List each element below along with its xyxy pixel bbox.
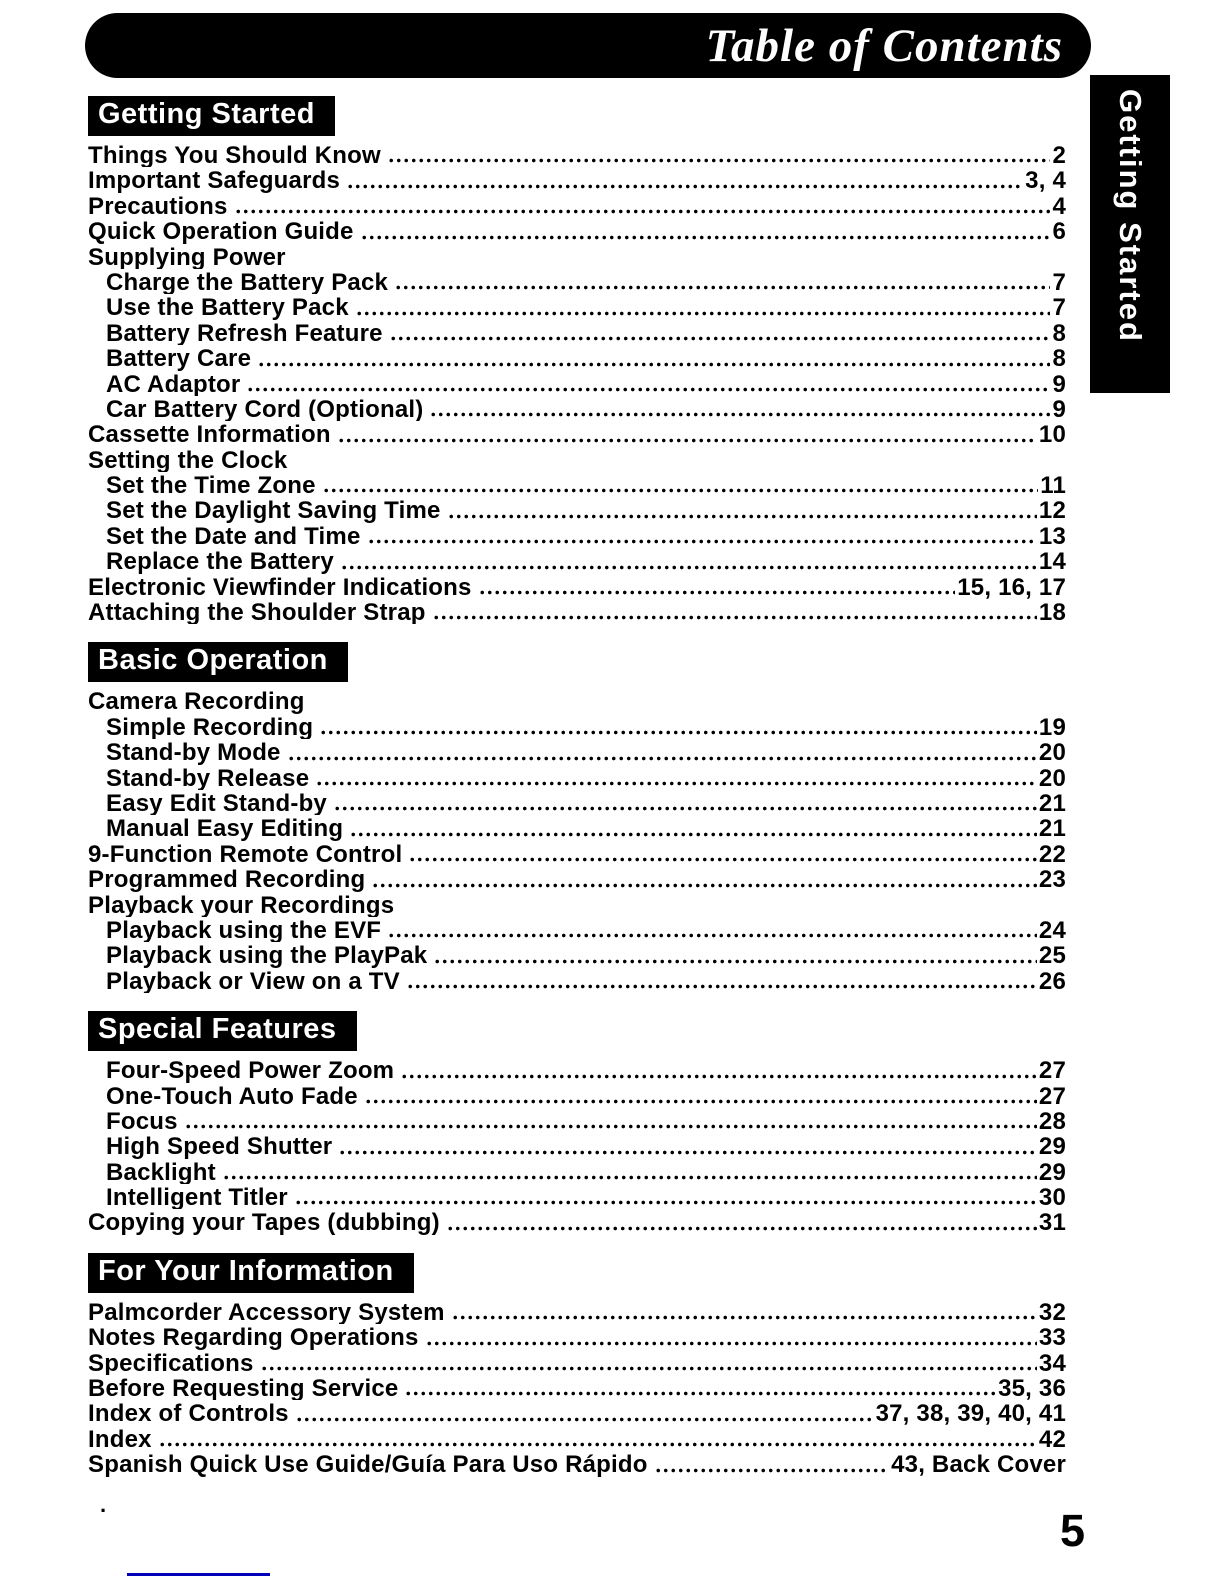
toc-entry-pages: 26 xyxy=(1038,967,1066,994)
toc-entry-pages: 2 xyxy=(1052,142,1066,168)
toc-section xyxy=(88,1011,1066,1235)
toc-entry xyxy=(88,1133,1066,1158)
toc-entry-label: Car Battery Cord (Optional) xyxy=(106,395,424,422)
toc-entry-pages: 24 xyxy=(1038,916,1066,943)
toc-entry-label: Battery Refresh Feature xyxy=(106,319,383,346)
toc-entry-label: Specifications xyxy=(88,1349,254,1376)
toc-entry xyxy=(88,1350,1066,1375)
toc-entry-label: High Speed Shutter xyxy=(106,1133,333,1159)
toc-entry-label: Four-Speed Power Zoom xyxy=(106,1057,395,1083)
toc-entry-pages: 10 xyxy=(1038,421,1066,447)
toc-entry-label: Battery Care xyxy=(106,345,252,371)
toc-entry-label: Charge the Battery Pack xyxy=(106,268,389,295)
dot-leader xyxy=(289,756,1037,761)
dot-leader xyxy=(339,438,1037,443)
dot-leader xyxy=(389,158,1051,163)
toc-entry-pages: 37, 38, 39, 40, 41 xyxy=(875,1400,1066,1426)
toc-entry xyxy=(88,371,1066,396)
toc-entry xyxy=(88,765,1066,790)
dot-leader xyxy=(427,1341,1037,1346)
dot-leader xyxy=(448,1226,1037,1231)
toc-entry-pages: 18 xyxy=(1038,599,1066,625)
toc-group-heading xyxy=(88,688,1066,713)
toc-entry xyxy=(88,269,1066,294)
toc-entry-pages: 23 xyxy=(1038,866,1066,892)
toc-entry-pages: 7 xyxy=(1052,294,1066,320)
dot-leader xyxy=(410,857,1037,862)
toc-entry xyxy=(88,917,1066,942)
toc-entry xyxy=(88,866,1066,891)
toc-entry-label: Supplying Power xyxy=(88,243,286,269)
toc-entry xyxy=(88,193,1066,218)
toc-entry-pages: 29 xyxy=(1038,1158,1066,1185)
dot-leader xyxy=(348,184,1023,189)
toc-entry-label: Index of Controls xyxy=(88,1400,289,1426)
toc-entry xyxy=(88,1209,1066,1234)
toc-entry-pages: 32 xyxy=(1038,1298,1066,1325)
toc-entry-pages: 34 xyxy=(1038,1349,1066,1376)
toc-entry-label: Playback your Recordings xyxy=(88,891,395,917)
toc-section xyxy=(88,96,1066,624)
dot-leader xyxy=(434,615,1037,620)
toc-entry-label: Backlight xyxy=(106,1158,216,1185)
toc-entry-label: Playback using the EVF xyxy=(106,916,382,943)
toc-entry xyxy=(88,1426,1066,1451)
dot-leader xyxy=(262,1366,1037,1371)
toc-entry xyxy=(88,421,1066,446)
dot-leader xyxy=(248,387,1050,392)
toc-entry xyxy=(88,320,1066,345)
toc-entry-pages: 29 xyxy=(1038,1133,1066,1159)
page-title: Table of Contents xyxy=(705,19,1063,72)
toc-entry xyxy=(88,1324,1066,1349)
toc-entry-pages: 4 xyxy=(1052,192,1066,219)
toc-entry xyxy=(88,1451,1066,1476)
toc-entry-label: Easy Edit Stand-by xyxy=(106,789,327,816)
dot-leader xyxy=(186,1124,1037,1129)
dot-leader xyxy=(389,933,1037,938)
dot-leader xyxy=(391,336,1051,341)
toc-entry xyxy=(88,167,1066,192)
toc-entry xyxy=(88,1159,1066,1184)
toc-entry-pages: 30 xyxy=(1038,1184,1066,1210)
section-header xyxy=(88,96,335,136)
toc-content xyxy=(88,96,1066,1495)
toc-entry xyxy=(88,574,1066,599)
toc-entry xyxy=(88,1083,1066,1108)
section-header-label: Basic Operation xyxy=(98,644,328,677)
toc-entry-label: Playback using the PlayPak xyxy=(106,942,428,968)
toc-entry-pages: 28 xyxy=(1038,1107,1066,1134)
dot-leader xyxy=(362,235,1051,240)
toc-entry xyxy=(88,548,1066,573)
section-header-label: Getting Started xyxy=(98,98,315,130)
toc-entry-label: Things You Should Know xyxy=(88,142,381,168)
toc-entry-label: Palmcorder Accessory System xyxy=(88,1298,445,1325)
dot-leader xyxy=(366,1099,1037,1104)
toc-entry-pages: 27 xyxy=(1038,1082,1066,1108)
toc-entry-pages: 13 xyxy=(1038,522,1066,549)
dot-leader xyxy=(340,1150,1037,1155)
toc-entry-label: Important Safeguards xyxy=(88,167,341,193)
toc-entry-label: Set the Time Zone xyxy=(106,472,316,498)
toc-entry-label: Playback or View on a TV xyxy=(106,967,400,994)
dot-leader xyxy=(317,781,1037,786)
toc-entry xyxy=(88,714,1066,739)
toc-entry-label: Spanish Quick Use Guide/Guía Para Uso Rápido xyxy=(88,1451,648,1477)
toc-entry-label: Manual Easy Editing xyxy=(106,815,344,841)
toc-entry xyxy=(88,345,1066,370)
toc-section xyxy=(88,642,1066,993)
dot-leader xyxy=(342,565,1037,570)
dot-leader xyxy=(297,1417,874,1422)
toc-entry-label: Programmed Recording xyxy=(88,866,366,892)
dot-leader xyxy=(435,959,1037,964)
dot-leader xyxy=(453,1315,1037,1320)
footer-rule xyxy=(127,1573,270,1576)
toc-entry-pages: 3, 4 xyxy=(1025,167,1066,193)
section-header-label: For Your Information xyxy=(98,1254,394,1287)
dot-leader xyxy=(369,539,1037,544)
toc-entry-pages: 15, 16, 17 xyxy=(957,573,1066,600)
toc-entry-pages: 22 xyxy=(1038,840,1066,867)
toc-entry-label: Setting the Clock xyxy=(88,446,288,473)
toc-entry-pages: 9 xyxy=(1052,395,1066,422)
dot-leader xyxy=(160,1442,1037,1447)
toc-entry-pages: 31 xyxy=(1038,1209,1066,1235)
toc-entry-label: One-Touch Auto Fade xyxy=(106,1082,358,1108)
stray-mark: . xyxy=(100,1492,107,1517)
dot-leader xyxy=(357,311,1051,316)
toc-entry-label: Quick Operation Guide xyxy=(88,218,354,244)
section-header xyxy=(88,642,348,682)
dot-leader xyxy=(259,362,1050,367)
toc-entry xyxy=(88,599,1066,624)
toc-entry-pages: 20 xyxy=(1038,764,1066,790)
dot-leader xyxy=(431,412,1050,417)
toc-entry-label: AC Adaptor xyxy=(106,370,241,396)
toc-entry-pages: 6 xyxy=(1052,218,1066,244)
side-tab-label: Getting Started xyxy=(1113,89,1148,343)
toc-entry xyxy=(88,1108,1066,1133)
toc-entry-pages: 20 xyxy=(1038,739,1066,765)
dot-leader xyxy=(321,730,1037,735)
dot-leader xyxy=(396,285,1050,290)
toc-entry-label: Simple Recording xyxy=(106,713,314,740)
toc-entry xyxy=(88,1299,1066,1324)
dot-leader xyxy=(351,832,1037,837)
toc-entry xyxy=(88,1057,1066,1082)
toc-entry-label: Stand-by Mode xyxy=(106,739,281,765)
toc-entry xyxy=(88,472,1066,497)
toc-entry-pages: 9 xyxy=(1052,370,1066,396)
dot-leader xyxy=(236,209,1051,214)
toc-entry-pages: 21 xyxy=(1038,789,1066,816)
toc-section xyxy=(88,1253,1066,1477)
toc-entry xyxy=(88,942,1066,967)
toc-entry-label: Notes Regarding Operations xyxy=(88,1324,419,1350)
dot-leader xyxy=(224,1175,1037,1180)
toc-entry xyxy=(88,523,1066,548)
toc-entry-pages: 7 xyxy=(1052,268,1066,295)
toc-group-heading xyxy=(88,892,1066,917)
toc-entry-pages: 8 xyxy=(1052,319,1066,346)
toc-entry-label: Focus xyxy=(106,1107,178,1134)
toc-entry-label: Use the Battery Pack xyxy=(106,294,349,320)
toc-entry xyxy=(88,790,1066,815)
toc-entry-label: Intelligent Titler xyxy=(106,1184,288,1210)
toc-entry xyxy=(88,1400,1066,1425)
toc-entry xyxy=(88,739,1066,764)
dot-leader xyxy=(324,488,1039,493)
dot-leader xyxy=(296,1200,1037,1205)
toc-entry-label: 9-Function Remote Control xyxy=(88,840,403,867)
dot-leader xyxy=(406,1391,996,1396)
toc-entry-pages: 11 xyxy=(1040,472,1066,498)
page-number: 5 xyxy=(1060,1505,1086,1556)
toc-banner xyxy=(85,13,1091,78)
dot-leader xyxy=(408,984,1037,989)
toc-entry xyxy=(88,968,1066,993)
toc-entry-pages: 43, Back Cover xyxy=(891,1451,1066,1477)
toc-entry-label: Set the Date and Time xyxy=(106,522,361,549)
toc-entry-label: Electronic Viewfinder Indications xyxy=(88,573,472,600)
toc-entry-label: Attaching the Shoulder Strap xyxy=(88,599,426,625)
toc-entry xyxy=(88,1375,1066,1400)
toc-entry xyxy=(88,1184,1066,1209)
dot-leader xyxy=(656,1468,889,1473)
dot-leader xyxy=(449,514,1037,519)
toc-entry xyxy=(88,841,1066,866)
toc-entry xyxy=(88,294,1066,319)
section-header xyxy=(88,1011,357,1051)
toc-entry-label: Precautions xyxy=(88,192,228,219)
toc-entry xyxy=(88,142,1066,167)
toc-entry-pages: 27 xyxy=(1038,1057,1066,1083)
toc-entry-pages: 14 xyxy=(1038,548,1066,574)
toc-entry-label: Set the Daylight Saving Time xyxy=(106,497,441,523)
toc-entry-label: Stand-by Release xyxy=(106,764,310,790)
dot-leader xyxy=(402,1074,1037,1079)
toc-entry-pages: 12 xyxy=(1038,497,1066,523)
toc-entry-pages: 25 xyxy=(1038,942,1066,968)
toc-entry-label: Copying your Tapes (dubbing) xyxy=(88,1209,440,1235)
toc-entry xyxy=(88,815,1066,840)
toc-entry-label: Before Requesting Service xyxy=(88,1375,399,1401)
toc-entry-pages: 21 xyxy=(1038,815,1066,841)
toc-entry-label: Index xyxy=(88,1425,152,1452)
toc-group-heading xyxy=(88,244,1066,269)
toc-entry-pages: 42 xyxy=(1038,1425,1066,1452)
toc-group-heading xyxy=(88,447,1066,472)
dot-leader xyxy=(335,806,1037,811)
toc-entry xyxy=(88,497,1066,522)
toc-entry xyxy=(88,218,1066,243)
side-tab-getting-started xyxy=(1090,75,1170,393)
toc-entry-label: Camera Recording xyxy=(88,688,305,714)
toc-entry-label: Cassette Information xyxy=(88,421,331,447)
toc-entry xyxy=(88,396,1066,421)
toc-entry-pages: 19 xyxy=(1038,713,1066,740)
toc-entry-pages: 33 xyxy=(1038,1324,1066,1350)
toc-entry-pages: 8 xyxy=(1052,345,1066,371)
dot-leader xyxy=(373,883,1037,888)
toc-entry-pages: 35, 36 xyxy=(998,1375,1066,1401)
section-header xyxy=(88,1253,414,1293)
toc-entry-label: Replace the Battery xyxy=(106,548,334,574)
section-header-label: Special Features xyxy=(98,1013,337,1046)
dot-leader xyxy=(480,590,956,595)
